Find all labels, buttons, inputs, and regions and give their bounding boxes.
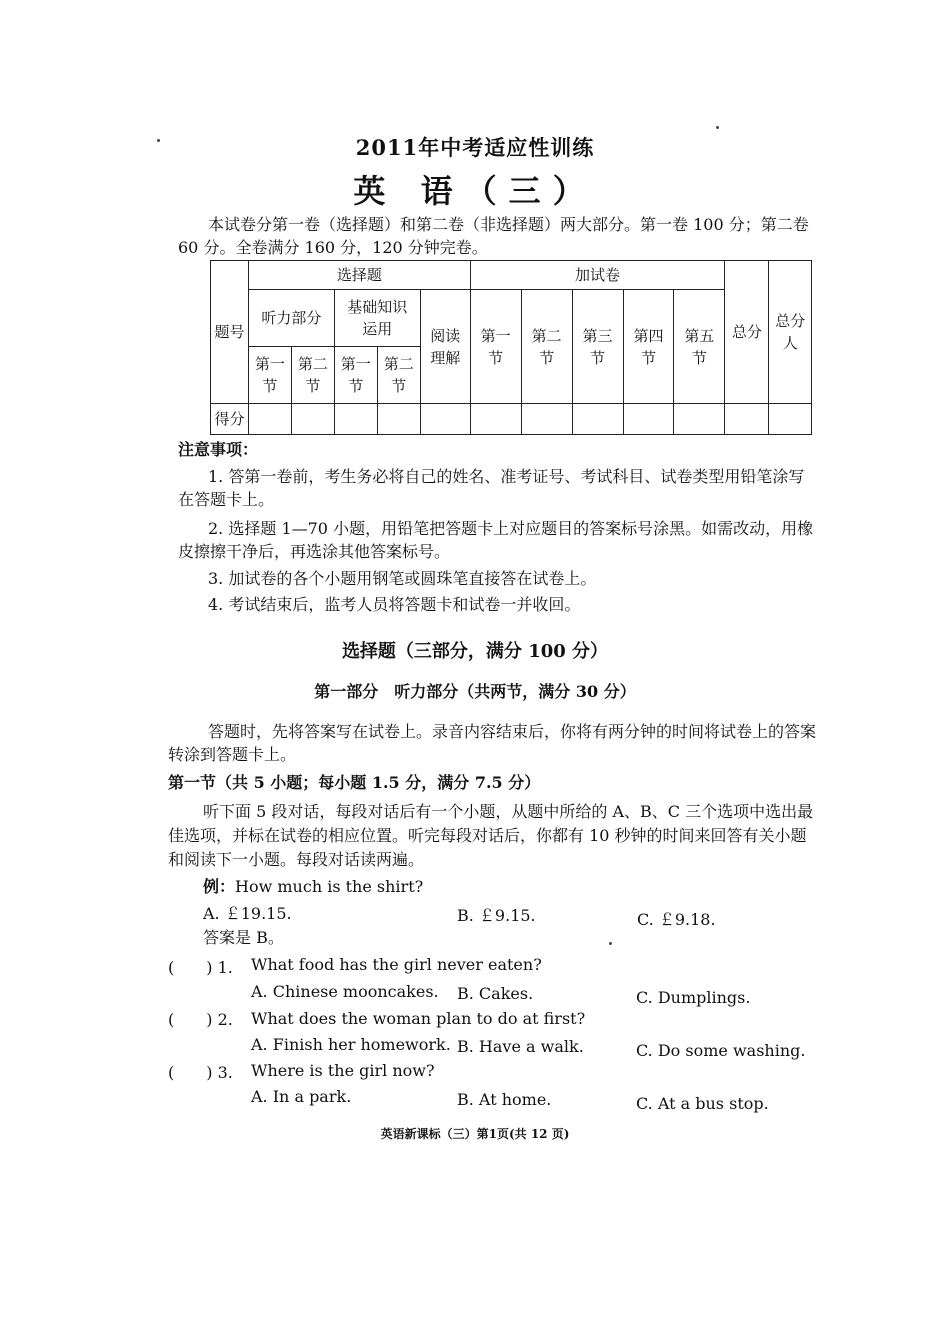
th-jia-3: 第三节 bbox=[572, 290, 623, 404]
note-2a: 2. 选择题 1—70 小题，用铅笔把答题卡上对应题目的答案标号涂黑。如需改动，用橡 bbox=[208, 519, 814, 538]
q3-option-a: A. In a park. bbox=[251, 1087, 352, 1106]
th-jichu-1: 第一节 bbox=[334, 347, 377, 404]
th-jiashi: 加试卷 bbox=[470, 261, 725, 290]
instr-1b: 转涂到答题卡上。 bbox=[168, 745, 297, 764]
q1-option-a: A. Chinese mooncakes. bbox=[251, 982, 439, 1001]
q2-text: What does the woman plan to do at first? bbox=[251, 1009, 586, 1028]
th-defen: 得分 bbox=[211, 404, 249, 435]
note-1a: 1. 答第一卷前，考生务必将自己的姓名、准考证号、考试科目、试卷类型用铅笔涂写 bbox=[208, 467, 805, 486]
example-option-a: A. ￡19.15. bbox=[203, 904, 292, 923]
th-zongfenren: 总分人 bbox=[769, 261, 812, 404]
q1-option-c: C. Dumplings. bbox=[636, 988, 751, 1007]
q3-option-c: C. At a bus stop. bbox=[636, 1094, 769, 1113]
q3-paren[interactable]: ( ) 3. bbox=[168, 1063, 233, 1082]
scan-speck bbox=[716, 126, 719, 129]
th-zongfen: 总分 bbox=[725, 261, 769, 404]
score-cell[interactable] bbox=[248, 404, 291, 435]
score-cell[interactable] bbox=[725, 404, 769, 435]
score-cell[interactable] bbox=[291, 404, 334, 435]
intro-line-1: 本试卷分第一卷（选择题）和第二卷（非选择题）两大部分。第一卷 100 分；第二卷 bbox=[208, 215, 809, 234]
th-tingli-1: 第一节 bbox=[248, 347, 291, 404]
score-cell[interactable] bbox=[623, 404, 674, 435]
q1-text: What food has the girl never eaten? bbox=[251, 955, 542, 974]
instr-1a: 答题时，先将答案写在试卷上。录音内容结束后，你将有两分钟的时间将试卷上的答案 bbox=[208, 722, 817, 741]
notes-heading: 注意事项： bbox=[178, 440, 259, 459]
score-cell[interactable] bbox=[572, 404, 623, 435]
sec1-title: 第一节（共 5 小题；每小题 1.5 分，满分 7.5 分） bbox=[168, 773, 541, 792]
q2-paren[interactable]: ( ) 2. bbox=[168, 1010, 233, 1029]
score-cell[interactable] bbox=[420, 404, 470, 435]
example-answer: 答案是 B。 bbox=[203, 928, 284, 947]
score-cell[interactable] bbox=[521, 404, 572, 435]
score-cell[interactable] bbox=[377, 404, 420, 435]
instr-2a: 听下面 5 段对话，每段对话后有一个小题，从题中所给的 A、B、C 三个选项中选出最 bbox=[203, 802, 814, 821]
exam-title: 2011年中考适应性训练 bbox=[355, 135, 595, 160]
scan-speck bbox=[609, 942, 612, 945]
score-cell[interactable] bbox=[334, 404, 377, 435]
q3-text: Where is the girl now? bbox=[251, 1061, 435, 1080]
example-option-c: C. ￡9.18. bbox=[637, 910, 716, 929]
subject-title: 英 语（三） bbox=[353, 172, 597, 210]
th-tihao: 题号 bbox=[211, 261, 249, 404]
th-xuanze: 选择题 bbox=[248, 261, 470, 290]
th-jichu-2: 第二节 bbox=[377, 347, 420, 404]
section-title: 选择题（三部分，满分 100 分） bbox=[341, 641, 609, 662]
part1-title: 第一部分 听力部分（共两节，满分 30 分） bbox=[314, 682, 636, 701]
example-question-text: How much is the shirt? bbox=[235, 877, 424, 896]
note-2b: 皮擦擦干净后，再选涂其他答案标号。 bbox=[178, 542, 451, 561]
th-jia-4: 第四节 bbox=[623, 290, 674, 404]
score-table bbox=[210, 260, 812, 435]
score-cell[interactable] bbox=[769, 404, 812, 435]
example-option-b: B. ￡9.15. bbox=[457, 906, 536, 925]
example-question bbox=[203, 874, 423, 900]
th-jia-1: 第一节 bbox=[470, 290, 521, 404]
q3-option-b: B. At home. bbox=[457, 1090, 552, 1109]
note-4: 4. 考试结束后，监考人员将答题卡和试卷一并收回。 bbox=[208, 595, 581, 614]
score-cell[interactable] bbox=[470, 404, 521, 435]
q1-paren[interactable]: ( ) 1. bbox=[168, 958, 233, 977]
example-label: 例： bbox=[203, 877, 236, 896]
th-jia-5: 第五节 bbox=[674, 290, 725, 404]
note-3: 3. 加试卷的各个小题用钢笔或圆珠笔直接答在试卷上。 bbox=[208, 569, 597, 588]
th-yuedu: 阅读理解 bbox=[420, 290, 470, 404]
q2-option-a: A. Finish her homework. bbox=[251, 1035, 451, 1054]
page-footer: 英语新课标（三）第1页(共 12 页) bbox=[380, 1127, 570, 1141]
instr-2b: 佳选项，并标在试卷的相应位置。听完每段对话后，你都有 10 秒钟的时间来回答有关小题 bbox=[168, 826, 807, 845]
th-jia-2: 第二节 bbox=[521, 290, 572, 404]
th-tingli-2: 第二节 bbox=[291, 347, 334, 404]
th-jichu: 基础知识运用 bbox=[334, 290, 420, 347]
intro-line-2: 60 分。全卷满分 160 分，120 分钟完卷。 bbox=[178, 238, 488, 257]
q2-option-b: B. Have a walk. bbox=[457, 1037, 584, 1056]
q2-option-c: C. Do some washing. bbox=[636, 1041, 806, 1060]
instr-2c: 和阅读下一小题。每段对话读两遍。 bbox=[168, 850, 425, 869]
th-tingli: 听力部分 bbox=[248, 290, 334, 347]
q1-option-b: B. Cakes. bbox=[457, 984, 534, 1003]
note-1b: 在答题卡上。 bbox=[178, 490, 275, 509]
score-cell[interactable] bbox=[674, 404, 725, 435]
scan-speck bbox=[157, 139, 160, 142]
